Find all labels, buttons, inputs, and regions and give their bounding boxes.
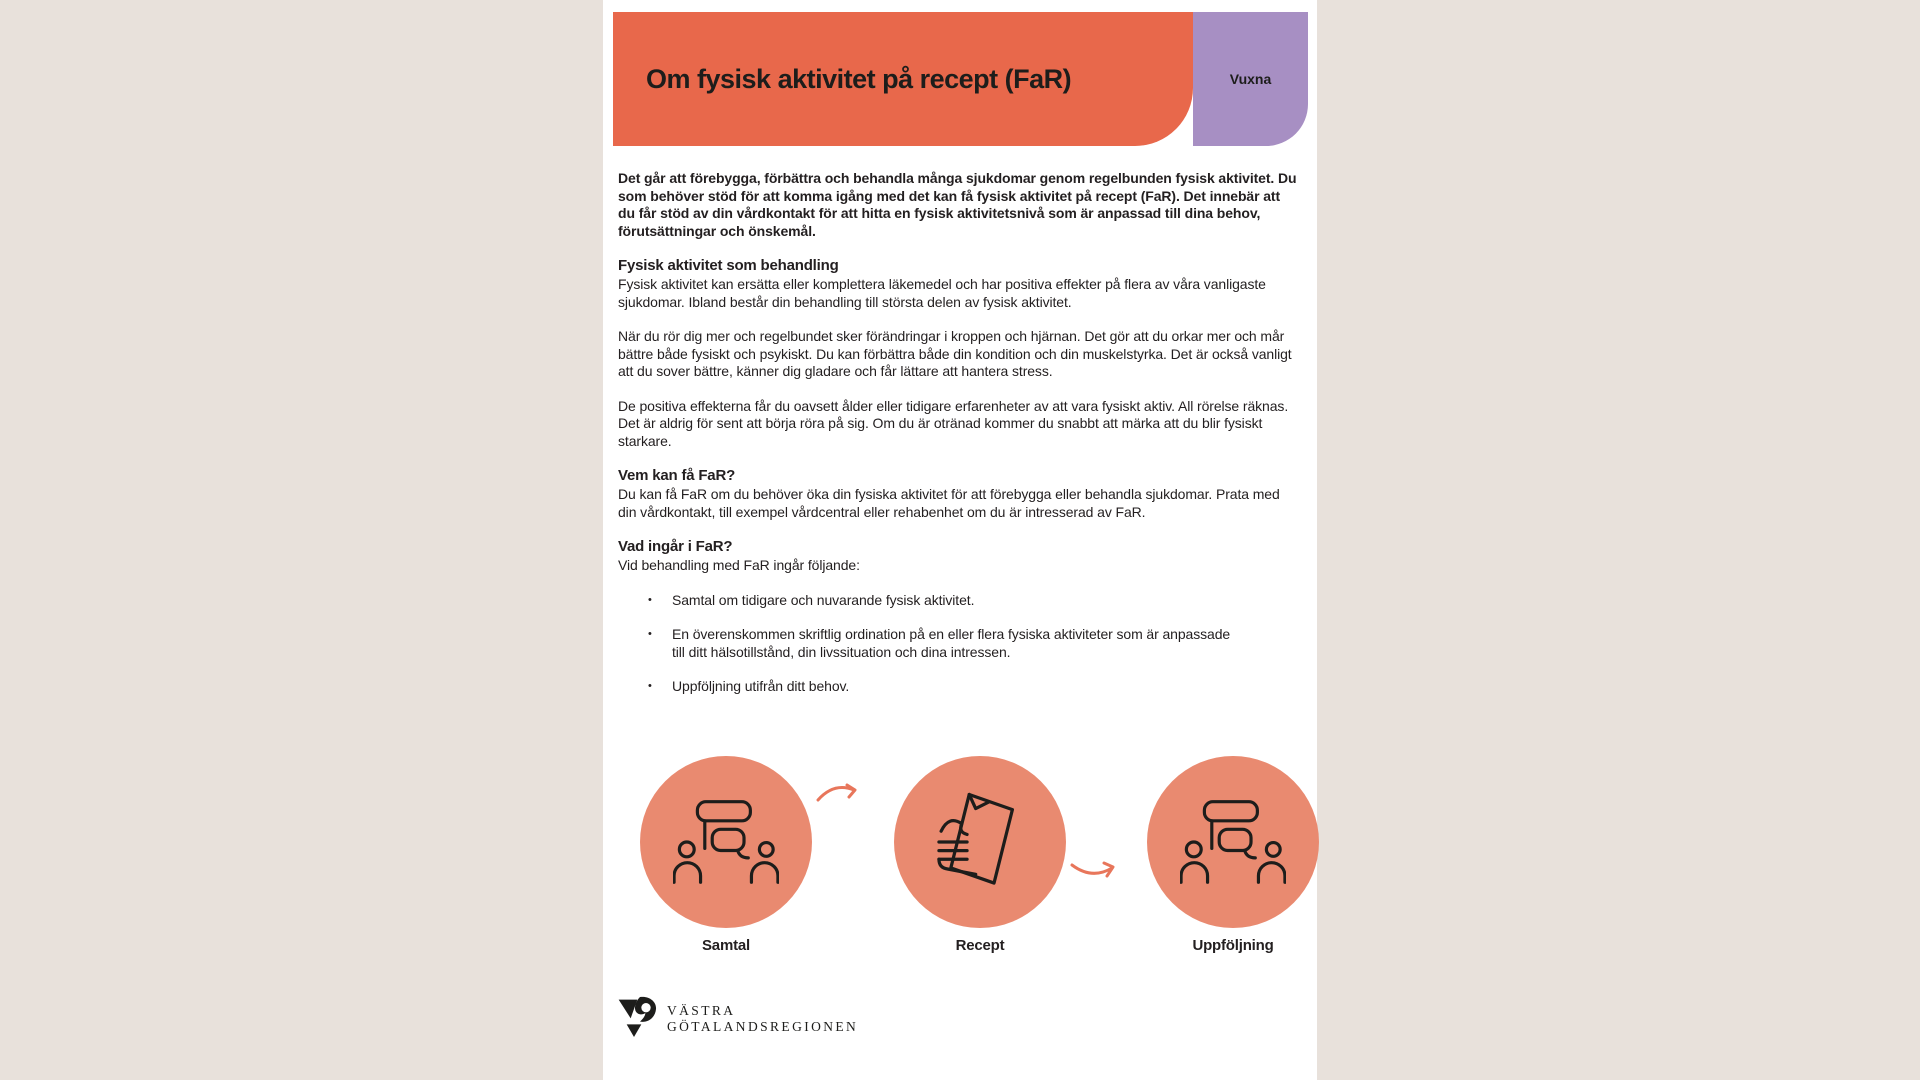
list-item-text: Samtal om tidigare och nuvarande fysisk aktivitet. xyxy=(672,591,975,608)
paragraph: Fysisk aktivitet kan ersätta eller komplettera läkemedel och har positiva effekter på flera av våra vanligaste sjukdomar. Ibland består din behandling till största delen av fysisk aktivitet. xyxy=(618,276,1266,310)
section-heading-behandling: Fysisk aktivitet som behandling xyxy=(618,257,839,274)
process-step-recept xyxy=(894,756,1066,954)
title-banner xyxy=(613,12,1193,146)
section-heading-vad-ingar-i-far: Vad ingår i FaR? xyxy=(618,538,733,555)
bullet-icon: • xyxy=(648,593,652,606)
paragraph: De positiva effekterna får du oavsett ålder eller tidigare erfarenheter av att vara fysiskt aktiv. All rörelse räknas. Det är aldrig för sent att börja röra på sig. Om du är otränad kommer du snabbt att märka att du blir fysiskt starkare. xyxy=(618,397,1289,449)
audience-badge xyxy=(1193,12,1308,146)
bullet-icon: • xyxy=(648,680,652,692)
process-step-samtal xyxy=(640,756,812,954)
list-item-text: En överenskommen skriftlig ordination på en eller flera fysiska aktiviteter som är anpassade till ditt hälsotillstånd, din livssituation och dina intressen. xyxy=(672,626,1231,660)
paragraph: Du kan få FaR om du behöver öka din fysiska aktivitet för att förebygga eller behandla sjukdomar. Prata med din vårdkontakt, till exempel vårdcentral eller rehabenhet om du är intresserad av FaR. xyxy=(618,486,1280,520)
page-title: Om fysisk aktivitet på recept (FaR) xyxy=(646,63,1072,94)
process-step-uppfoljning xyxy=(1147,756,1319,954)
intro-paragraph: Det går att förebygga, förbättra och behandla många sjukdomar genom regelbunden fysisk aktivitet. Du som behöver stöd för att komma igång med det kan få fysisk aktivitet på recept (FaR). Det innebär att du får stöd av din vårdkontakt för att hitta en fysisk aktivitetsnivå som är anpassad till dina behov, förutsättningar och önskemål. xyxy=(618,170,1297,239)
curved-arrow-icon xyxy=(816,782,862,806)
bullet-icon: • xyxy=(648,628,652,640)
step-circle xyxy=(894,756,1066,928)
document-page xyxy=(603,0,1317,1080)
header-banner-row xyxy=(613,12,1308,146)
process-diagram xyxy=(618,756,1300,971)
step-label: Uppföljning xyxy=(1192,937,1274,954)
step-circle xyxy=(640,756,812,928)
audience-badge-label: Vuxna xyxy=(1229,71,1272,87)
logo-text xyxy=(667,1003,858,1036)
step-circle xyxy=(1147,756,1319,928)
prescription-icon xyxy=(926,790,1034,894)
curved-arrow-icon xyxy=(1070,860,1118,882)
section-heading-vem-kan-fa-far: Vem kan få FaR? xyxy=(618,467,736,484)
footer-logo xyxy=(618,995,858,1043)
step-label: Recept xyxy=(955,937,1005,954)
step-label: Samtal xyxy=(702,937,750,954)
conversation-icon xyxy=(1180,799,1286,885)
logo-text-line2: GÖTALANDSREGIONEN xyxy=(667,1019,859,1034)
paragraph: Vid behandling med FaR ingår följande: xyxy=(618,557,860,573)
list-item xyxy=(618,626,1300,661)
paragraph: När du rör dig mer och regelbundet sker förändringar i kroppen och hjärnan. Det gör att du orkar mer och mår bättre både fysiskt och psykiskt. Du kan förbättra både din kondition och din muskelstyrka. Det är också vanligt att du sover bättre, känner dig gladare och får lättare att hantera stress. xyxy=(618,328,1292,379)
list-item xyxy=(618,678,1300,696)
bullet-list xyxy=(618,592,1300,696)
list-item xyxy=(618,592,1300,610)
vastra-gotalandsregionen-logo-icon xyxy=(618,995,658,1043)
logo-text-line1: VÄSTRA xyxy=(667,1002,736,1018)
body-content xyxy=(618,170,1300,713)
list-item-text: Uppföljning utifrån ditt behov. xyxy=(672,678,850,694)
conversation-icon xyxy=(673,799,779,885)
